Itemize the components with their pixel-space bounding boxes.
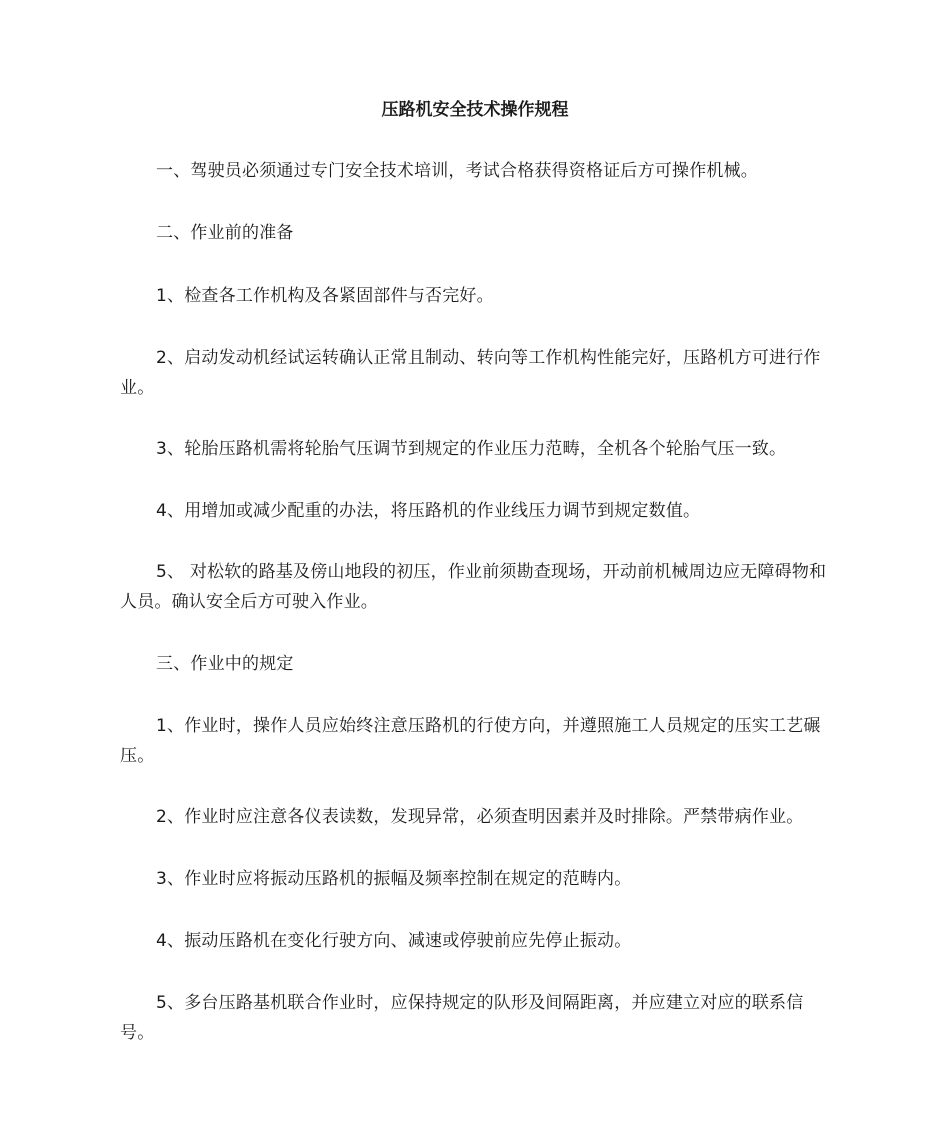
paragraph-3-4: 4、振动压路机在变化行驶方向、减速或停驶前应先停止振动。 (156, 931, 632, 951)
paragraph-3-1: 1、作业时，操作人员应始终注意压路机的行使方向，并遵照施工人员规定的压实工艺碾压。 (120, 716, 821, 766)
paragraph-2-3: 3、轮胎压路机需将轮胎气压调节到规定的作业压力范畴，全机各个轮胎气压一致。 (156, 439, 787, 459)
section-heading-3: 三、作业中的规定 (156, 654, 294, 674)
document-title: 压路机安全技术操作规程 (381, 100, 569, 120)
paragraph-3-2: 2、作业时应注意各仪表读数，发现异常，必须查明因素并及时排除。严禁带病作业。 (156, 807, 804, 827)
paragraph-2-2: 2、启动发动机经试运转确认正常且制动、转向等工作机构性能完好，压路机方可进行作业。 (120, 348, 821, 398)
paragraph-2-1: 1、检查各工作机构及各紧固部件与否完好。 (156, 286, 494, 306)
paragraph-2-4: 4、用增加或减少配重的办法，将压路机的作业线压力调节到规定数值。 (156, 501, 701, 521)
paragraph-3-5: 5、多台压路基机联合作业时，应保持规定的队形及间隔距离，并应建立对应的联系信号。 (120, 993, 804, 1043)
paragraph-2-5: 5、 对松软的路基及傍山地段的初压，作业前须勘查现场，开动前机械周边应无障碍物和人员。确认安全后方可驶入作业。 (120, 562, 827, 612)
paragraph-1: 一、驾驶员必须通过专门安全技术培训，考试合格获得资格证后方可操作机械。 (156, 161, 758, 181)
paragraph-3-3: 3、作业时应将振动压路机的振幅及频率控制在规定的范畴内。 (156, 869, 632, 889)
section-heading-2: 二、作业前的准备 (156, 223, 294, 243)
